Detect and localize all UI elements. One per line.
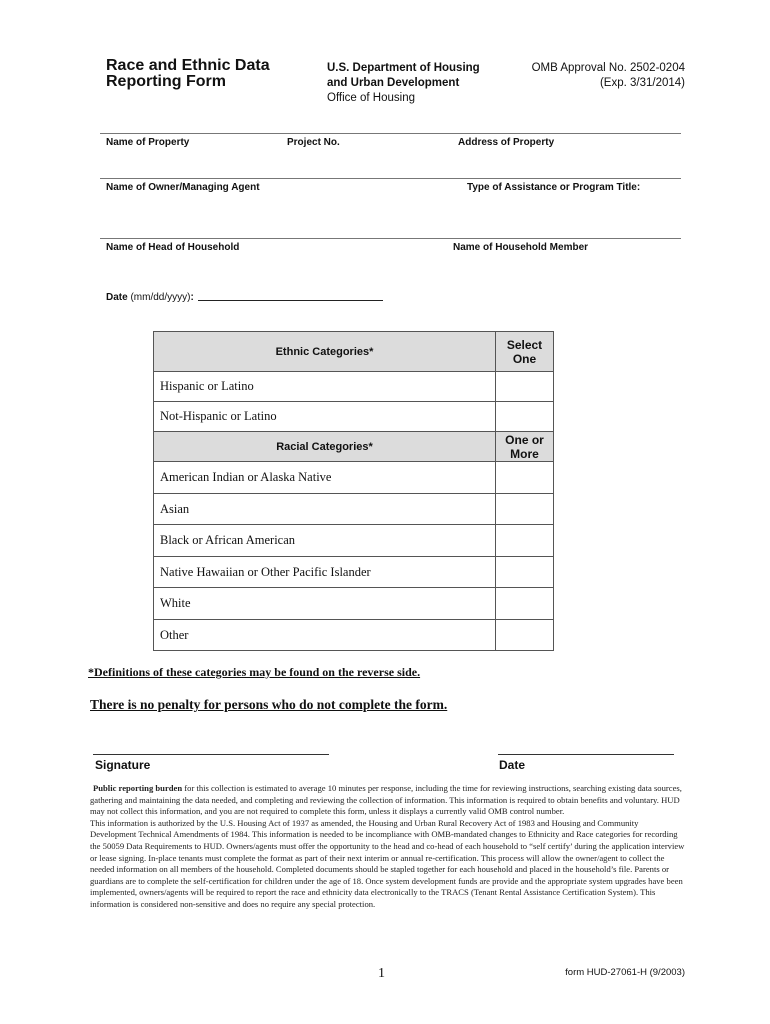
form-number: form HUD-27061-H (9/2003) bbox=[565, 967, 685, 978]
date-label: Date bbox=[106, 292, 128, 303]
checkbox-american-indian[interactable] bbox=[496, 462, 554, 494]
divider bbox=[100, 178, 681, 179]
office-name: Office of Housing bbox=[327, 92, 416, 104]
project-no-label: Project No. bbox=[287, 137, 340, 148]
option-other: Other bbox=[154, 620, 496, 651]
divider bbox=[100, 133, 681, 134]
date-format-hint: (mm/dd/yyyy) bbox=[127, 292, 191, 303]
table-row bbox=[154, 462, 554, 494]
option-white: White bbox=[154, 588, 496, 620]
penalty-note: There is no penalty for persons who do not complete the form. bbox=[90, 697, 448, 712]
checkbox-asian[interactable] bbox=[496, 494, 554, 525]
date-row bbox=[106, 292, 194, 304]
select-one-header bbox=[496, 332, 554, 372]
checkbox-not-hispanic[interactable] bbox=[496, 402, 554, 432]
burden-paragraph bbox=[90, 783, 686, 818]
one-or-more-line2: More bbox=[510, 446, 539, 461]
burden-lead: Public reporting burden bbox=[93, 783, 183, 793]
divider bbox=[100, 238, 681, 239]
department-line2: and Urban Development bbox=[327, 77, 460, 89]
head-of-household-label: Name of Head of Household bbox=[106, 242, 240, 253]
table-row bbox=[154, 525, 554, 557]
table-row bbox=[154, 588, 554, 620]
signature-label: Signature bbox=[95, 758, 151, 772]
one-or-more-header bbox=[496, 432, 554, 462]
form-title-line2: Reporting Form bbox=[106, 73, 226, 90]
address-of-property-label: Address of Property bbox=[458, 137, 555, 148]
authority-paragraph: This information is authorized by the U.S. Housing Act of 1937 as amended, the Housing and Urban Rural Recovery Act of 1983 and Housing and Community Development Technical Amendments of 1984. This information is needed to be incompliance with OMB-mandated changes to Ethnicity and Race categories for recording the 50059 Data Requirements to HUD. Owners/agents must offer the opportunity to the head and co-head of each household to “self certify’ during the application interview or lease signing. In-place tenants must complete the format as part of their next interim or annual re-certification. This process will allow the owner/agent to collect the needed information on all members of the household. Completed documents should be stapled together for each household and placed in the household’s file. Parents or guardians are to complete the self-certification for children under the age of 18. Once system development funds are provide and the appropriate system upgrades have been implemented, owners/agents will be required to report the race and ethnicity data electronically to the TRACS (Tenant Rental Assistance Certification System). This information is considered non-sensitive and does no require any special protection. bbox=[90, 817, 685, 909]
date-colon: : bbox=[190, 292, 194, 303]
definitions-note: *Definitions of these categories may be found on the reverse side. bbox=[88, 665, 421, 679]
name-of-property-label: Name of Property bbox=[106, 137, 190, 148]
ethnic-categories-header: Ethnic Categories* bbox=[154, 332, 496, 372]
burden-statement bbox=[90, 783, 686, 911]
date-input-line[interactable] bbox=[198, 300, 383, 301]
checkbox-pacific-islander[interactable] bbox=[496, 557, 554, 588]
form-title bbox=[106, 58, 296, 90]
option-hispanic: Hispanic or Latino bbox=[154, 372, 496, 402]
checkbox-hispanic[interactable] bbox=[496, 372, 554, 402]
categories-table bbox=[153, 331, 554, 651]
table-row bbox=[154, 557, 554, 588]
option-black: Black or African American bbox=[154, 525, 496, 557]
department-line1: U.S. Department of Housing bbox=[327, 62, 480, 74]
omb-expiration: (Exp. 3/31/2014) bbox=[599, 77, 685, 89]
table-row bbox=[154, 372, 554, 402]
checkbox-other[interactable] bbox=[496, 620, 554, 651]
option-asian: Asian bbox=[154, 494, 496, 525]
omb-block bbox=[485, 61, 685, 91]
table-row bbox=[154, 494, 554, 525]
property-info-field[interactable] bbox=[100, 148, 681, 178]
household-field[interactable] bbox=[100, 253, 681, 283]
table-row bbox=[154, 402, 554, 432]
assistance-type-label: Type of Assistance or Program Title: bbox=[467, 182, 641, 193]
signature-line[interactable] bbox=[93, 754, 329, 755]
table-row bbox=[154, 620, 554, 651]
option-pacific-islander: Native Hawaiian or Other Pacific Islander bbox=[154, 557, 496, 588]
racial-categories-header: Racial Categories* bbox=[154, 432, 496, 462]
one-or-more-line1: One or bbox=[505, 432, 544, 447]
signature-date-line[interactable] bbox=[498, 754, 674, 755]
omb-approval-number: OMB Approval No. 2502-0204 bbox=[531, 62, 685, 74]
ethnic-header-row bbox=[154, 332, 554, 372]
racial-header-row bbox=[154, 432, 554, 462]
option-american-indian: American Indian or Alaska Native bbox=[154, 462, 496, 494]
option-not-hispanic: Not-Hispanic or Latino bbox=[154, 402, 496, 432]
checkbox-black[interactable] bbox=[496, 525, 554, 557]
checkbox-white[interactable] bbox=[496, 588, 554, 620]
form-title-line1: Race and Ethnic Data bbox=[106, 57, 270, 74]
household-member-label: Name of Household Member bbox=[453, 242, 589, 253]
signature-date-label: Date bbox=[499, 758, 526, 772]
burden-text: for this collection is estimated to average 10 minutes per response, including the time for reviewing instructions, searching existing data sources, gathering and maintaining the data needed, and completing and reviewing the collection of information. This information is required to obtain benefits and voluntary. HUD may not collect this information, and you are not required to complete this form, unless it displays a currently valid OMB control number. bbox=[90, 783, 682, 817]
select-one-line2: One bbox=[512, 351, 537, 366]
owner-agent-field[interactable] bbox=[100, 193, 681, 238]
select-one-line1: Select bbox=[506, 337, 543, 352]
owner-agent-label: Name of Owner/Managing Agent bbox=[106, 182, 260, 193]
page-number: 1 bbox=[378, 966, 385, 981]
